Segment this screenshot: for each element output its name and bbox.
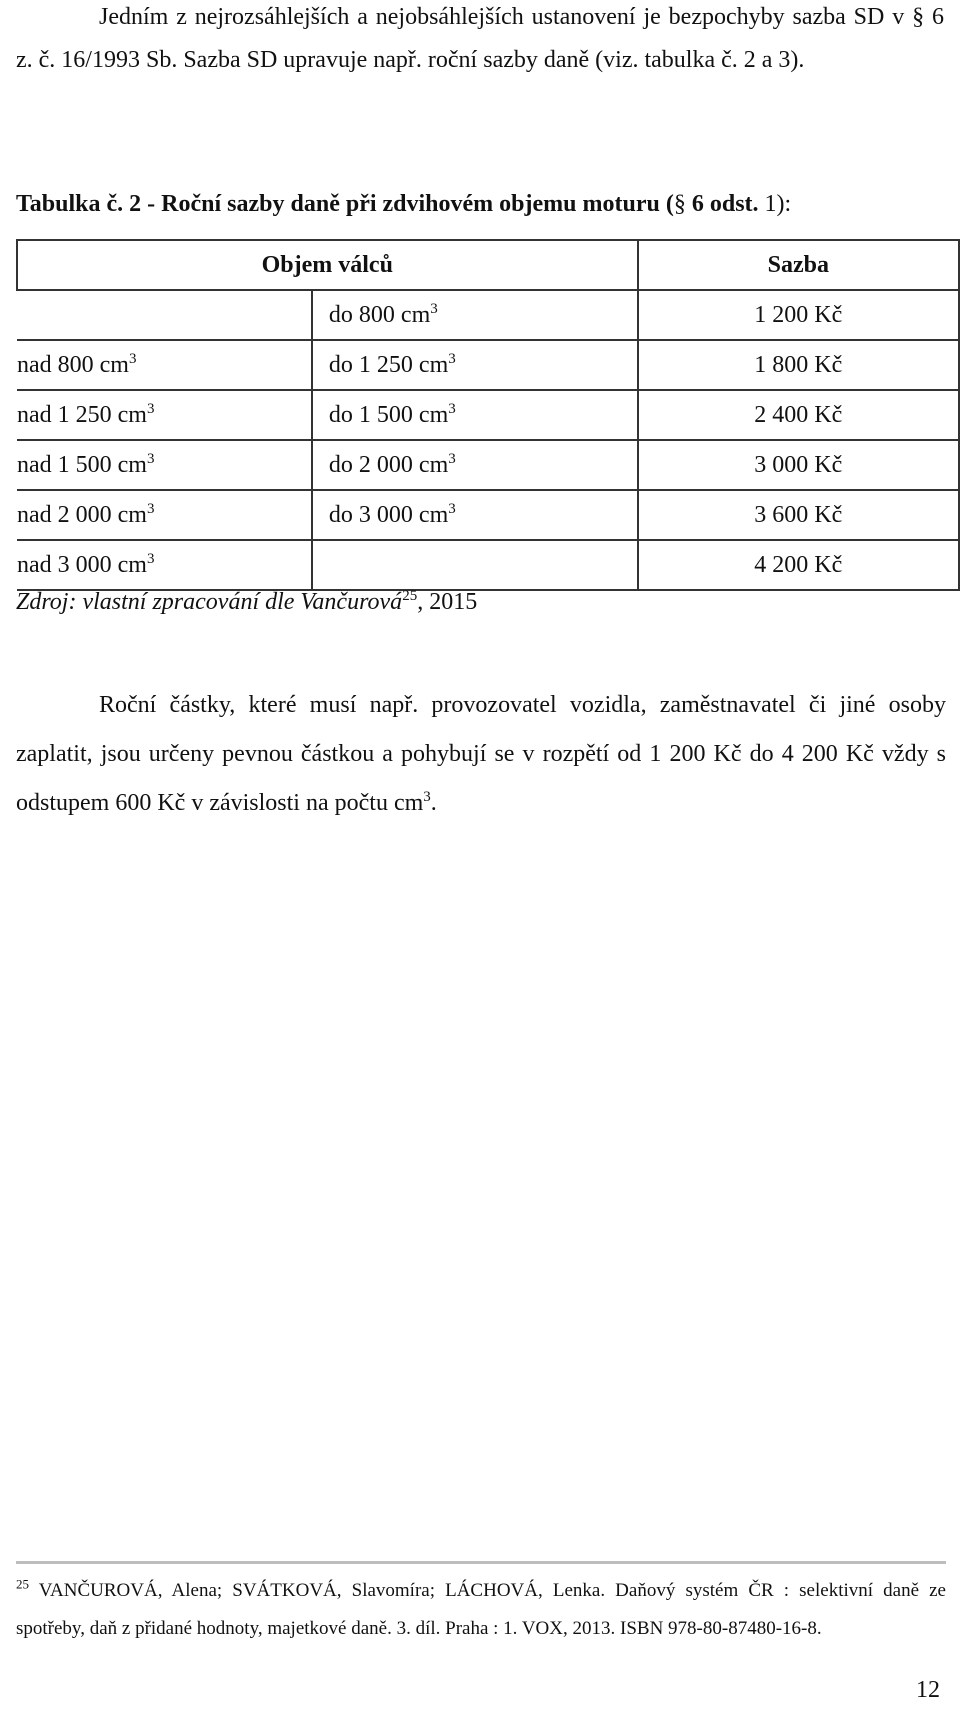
table-title <box>16 188 946 220</box>
cell-to: do 2 000 $cm^3$ <box>312 440 638 490</box>
intro-paragraph: Jedním z nejrozsáhlejších a nejobsáhlejších ustanovení je bezpochyby sazba SD v § 6 z. č. 16/1993 Sb. Sazba SD upravuje např. roční sazby daně (viz. tabulka č. 2 a 3). <box>16 4 944 73</box>
source-year: , 2015 <box>417 589 478 615</box>
table-row <box>17 540 959 590</box>
header-volume: Objem válců <box>17 240 638 290</box>
cell-rate: 3 600 Kč <box>638 490 959 540</box>
table-title-section-sign: § <box>673 191 686 217</box>
table-row <box>17 390 959 440</box>
table-row <box>17 440 959 490</box>
cell-rate: 1 800 Kč <box>638 340 959 390</box>
table-header-row <box>17 240 959 290</box>
body-paragraph-text: Roční částky, které musí např. provozovatel vozidla, zaměstnavatel či jiné osoby zaplatit, jsou určeny pevnou částkou a pohybují se v rozpětí od 1 200 Kč do 4 200 Kč vždy s odstupem 600 Kč v závislosti na počtu cm <box>16 692 946 816</box>
cell-to: do 1 500 $cm^3$ <box>312 390 638 440</box>
tax-rate-table <box>16 239 960 591</box>
table-row <box>17 490 959 540</box>
table-row <box>17 290 959 340</box>
cell-from: nad 1 500 $cm^3$ <box>17 440 312 490</box>
cell-to <box>312 540 638 590</box>
cell-from: nad 2 000 $cm^3$ <box>17 490 312 540</box>
footnote-number: 25 <box>16 1576 29 1592</box>
page-number: 12 <box>916 1677 940 1703</box>
table-title-main: Tabulka č. 2 - Roční sazby daně při zdvihovém objemu moturu ( <box>16 191 674 217</box>
footnote-text: VANČUROVÁ, Alena; SVÁTKOVÁ, Slavomíra; LÁCHOVÁ, Lenka. Daňový systém ČR : selektivní daně ze spotřeby, daň z přidané hodnoty, majetkové daně. 3. díl. Praha : 1. VOX, 2013. ISBN 978-80-87480-16-8. <box>16 1580 946 1639</box>
header-rate: Sazba <box>638 240 959 290</box>
cell-to: do 1 250 $cm^3$ <box>312 340 638 390</box>
source-text: Zdroj: vlastní zpracování dle Vančurová <box>16 589 403 615</box>
cell-to: do 3 000 $cm^3$ <box>312 490 638 540</box>
table-source <box>16 586 477 618</box>
cell-to: do 800 $cm^3$ <box>312 290 638 340</box>
cell-rate: 1 200 Kč <box>638 290 959 340</box>
cell-from: nad 800 $cm^3$ <box>17 340 312 390</box>
footnote-ref: 25 <box>402 588 418 604</box>
body-paragraph-end: . <box>430 790 437 816</box>
table-row <box>17 340 959 390</box>
footnote <box>16 1572 946 1648</box>
cell-rate: 2 400 Kč <box>638 390 959 440</box>
table-title-section: 6 odst. <box>685 191 765 217</box>
footnote-divider <box>16 1561 946 1564</box>
superscript-cubed: 3 <box>423 789 431 805</box>
cell-from: nad 1 250 $cm^3$ <box>17 390 312 440</box>
body-paragraph <box>16 681 946 828</box>
cell-rate: 3 000 Kč <box>638 440 959 490</box>
cell-from <box>17 290 312 340</box>
cell-rate: 4 200 Kč <box>638 540 959 590</box>
cell-from: nad 3 000 $cm^3$ <box>17 540 312 590</box>
table-title-end: 1): <box>764 191 792 217</box>
